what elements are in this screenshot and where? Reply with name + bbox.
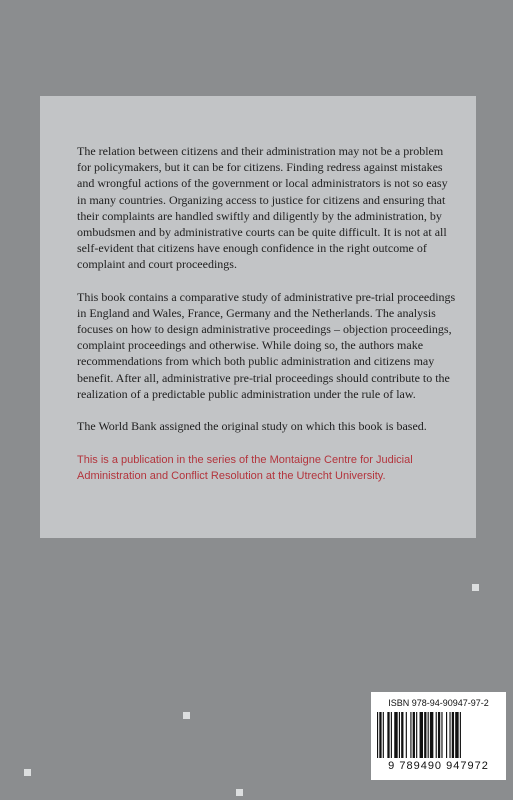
barcode-box (371, 692, 506, 780)
paragraph-1: The relation between citizens and their administration may not be a problem for policymakers, but it can be for citizens. Finding redress against mistakes and wrongful actions of the government or local administrators is not so easy in many countries. Organizing access to justice for citizens and ensuring that their complaints are handled swiftly and diligently by the administration, by ombudsmen and by administrative courts can be quite difficult. It is not at all self-evident that citizens have enough confidence in the right outcome of complaint and court proceedings. (77, 144, 448, 272)
isbn-label: ISBN 978-94-90947-97-2 (388, 698, 489, 708)
series-note: This is a publication in the series of the Montaigne Centre for Judicial Administration and Conflict Resolution at the Utrecht University. (77, 454, 413, 483)
decorative-square-4 (236, 789, 243, 796)
paragraph-3: The World Bank assigned the original study on which this book is based. (77, 419, 427, 434)
decorative-square-3 (24, 769, 31, 776)
decorative-square-1 (472, 584, 479, 591)
text-panel (40, 96, 476, 538)
blurb-text (77, 143, 457, 501)
barcode-digits: 9 789490 947972 (388, 760, 489, 772)
decorative-square-2 (183, 712, 190, 719)
paragraph-2: This book contains a comparative study of administrative pre-trial proceedings in England and Wales, France, Germany and the Netherlands. The analysis focuses on how to design administrative proceedings – objection proceedings, complaint proceedings and otherwise. While doing so, the authors make recommendations from which both public administration and citizens may benefit. After all, administrative pre-trial proceedings should contribute to the realization of a predictable public administration under the rule of law. (77, 289, 456, 401)
barcode-icon (377, 712, 500, 758)
